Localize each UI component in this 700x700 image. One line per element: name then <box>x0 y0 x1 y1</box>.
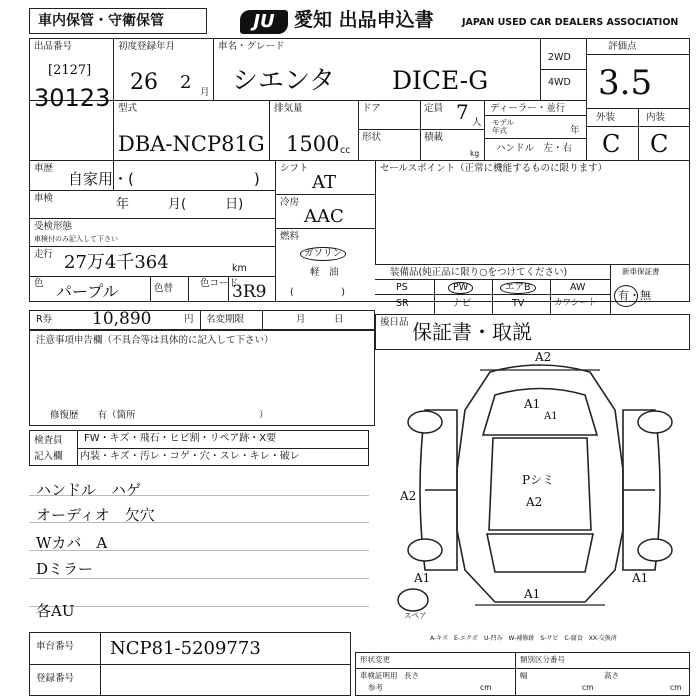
category-label: 類別区分番号 <box>520 655 565 664</box>
doors-label: ドア <box>362 103 381 114</box>
exterior-value: C <box>602 130 621 158</box>
ac-value: AAC <box>304 206 344 227</box>
exterior-label: 外装 <box>596 112 616 123</box>
inspector-entry-label: 記入欄 <box>34 451 63 462</box>
damage-mark-hood: A1 <box>524 397 541 411</box>
wheel-rear-left-icon <box>408 539 442 561</box>
damage-mark-rear-left: A1 <box>414 571 431 585</box>
shaken-label: 車検 <box>34 193 54 204</box>
color-change-label: 色替 <box>154 283 174 294</box>
inspector-row-interior: 内装・キズ・汚レ・コゲ・穴・スレ・キレ・破レ <box>80 451 300 462</box>
lot-sub: [2127] <box>48 63 92 78</box>
model-name-label: 車名・グレード <box>218 41 285 52</box>
note-line-5: 各AU <box>36 602 75 620</box>
note-line-2: オーディオ 欠穴 <box>36 506 155 524</box>
first-reg-month-suffix: 月 <box>200 87 210 98</box>
model-year-label: モデル 年式 <box>492 118 515 135</box>
equip-aw: AW <box>570 282 586 293</box>
ju-logo: JU <box>240 10 288 34</box>
dealer-label: ディーラー・並行 <box>490 103 566 114</box>
fuel-diesel: 軽 油 <box>310 267 339 278</box>
new-warranty-value: 有・無 <box>618 289 651 302</box>
repair-history: 修復歴 有（箇所 ） <box>50 410 269 421</box>
wheel-front-left-icon <box>408 411 442 433</box>
form-title: 愛知 出品申込書 <box>294 9 434 31</box>
equip-sr: SR <box>396 298 409 309</box>
type-label: 型式 <box>118 103 138 114</box>
registration-label: 登録番号 <box>36 673 75 684</box>
name-change-label: 名変期限 <box>206 314 245 325</box>
color-label: 色 <box>34 278 44 289</box>
damage-mark-rear-right: A1 <box>632 571 649 585</box>
first-reg-label: 初度登録年月 <box>118 41 176 52</box>
color-code: 3R9 <box>232 282 267 302</box>
storage-tags: 車内保管・守衛保管 <box>38 13 164 29</box>
damage-legend: A-キズ E-エクボ U-凹み W-補修跡 S-サビ C-腐食 XX-交換済 <box>430 635 617 642</box>
equip-pw: PW <box>448 282 473 294</box>
ac-label: 冷房 <box>280 197 300 208</box>
interior-value: C <box>650 130 669 158</box>
shift-label: シフト <box>280 163 309 174</box>
shaken-value: 年 月( 日) <box>116 197 244 212</box>
note-line-1: ハンドル ハゲ <box>36 481 142 499</box>
damage-mark-roof-2: A2 <box>526 495 543 509</box>
equip-navi: ナビ <box>452 298 472 309</box>
damage-mark-rear-bumper: A1 <box>524 587 541 601</box>
chassis-value: NCP81-5209773 <box>110 638 261 659</box>
shape-label: 形状 <box>362 132 382 143</box>
equip-ps: PS <box>396 282 408 293</box>
rear-window <box>487 534 593 572</box>
storage-tags-box <box>29 8 207 34</box>
sales-point-label: セールスポイント（正常に機能するものに限ります） <box>380 163 608 174</box>
recycle-label: R券 <box>36 314 53 325</box>
inspection-label: 受検形態 <box>34 221 73 232</box>
new-warranty-label: 新車保証書 <box>622 267 660 276</box>
model-name: シエンタ <box>232 66 335 96</box>
inspection-note: 車検付のみ記入して下さい <box>34 235 118 243</box>
equipment-label: 装備品(純正品に限り○をつけてください) <box>390 267 568 278</box>
front-windshield <box>483 389 597 436</box>
association-name: JAPAN USED CAR DEALERS ASSOCIATION <box>462 17 679 28</box>
grade-label: 評価点 <box>608 41 637 52</box>
model-year-suffix: 年 <box>570 125 580 136</box>
mileage-label: 走行 <box>34 249 54 260</box>
mileage-unit: km <box>232 263 247 274</box>
damage-mark-left-side: A2 <box>400 489 417 503</box>
wheel-rear-right-icon <box>638 539 672 561</box>
warranty-circle-mark <box>614 285 638 307</box>
interior-label: 内装 <box>646 112 666 123</box>
damage-mark-hood-2: A1 <box>544 411 558 422</box>
history-label: 車歴 <box>34 163 54 174</box>
history-value: 自家用・( ) <box>68 170 260 188</box>
length-unit: cm <box>480 683 492 692</box>
lot-label: 出品番号 <box>34 41 73 52</box>
displacement-value: 1500 <box>286 132 340 156</box>
lot-number: 30123 <box>34 84 111 112</box>
inspector-row-exterior: FW・キズ・飛石・ヒビ割・リペア跡・X要 <box>84 433 277 444</box>
drive-2wd: 2WD <box>548 52 571 63</box>
spare-tire-icon <box>398 589 428 611</box>
width-label: 幅 <box>520 671 528 680</box>
model-grade: DICE-G <box>392 66 489 95</box>
capacity-unit: 人 <box>472 117 482 128</box>
load-label: 積載 <box>424 132 444 143</box>
color-value: パープル <box>56 282 119 301</box>
first-reg-year: 26 <box>130 70 158 95</box>
cert-label: 車検証明用 <box>360 671 398 680</box>
height-label: 高さ <box>604 671 619 680</box>
name-change-value: 月 日 <box>296 314 344 325</box>
chassis-label: 車台番号 <box>36 641 75 652</box>
later-docs-label: 後日品 <box>380 317 409 328</box>
damage-mark-front-bumper: A2 <box>535 350 552 364</box>
notes-label: 注意事項申告欄（不具合等は具体的に記入して下さい） <box>36 335 274 346</box>
height-unit: cm <box>670 683 682 692</box>
shape-change-label: 形状変更 <box>360 655 390 664</box>
recycle-value: 10,890 <box>92 309 152 329</box>
grade-value: 3.5 <box>598 63 653 103</box>
note-line-3: Wカバ A <box>36 534 108 552</box>
capacity-label: 定員 <box>424 103 444 114</box>
note-line-4: Dミラー <box>36 560 94 578</box>
type-value: DBA-NCP81G <box>118 132 265 156</box>
displacement-label: 排気量 <box>274 103 303 114</box>
shift-value: AT <box>312 172 337 193</box>
load-unit: kg <box>470 149 480 158</box>
damage-mark-roof: Pシミ <box>522 473 555 487</box>
first-reg-month: 2 <box>180 72 192 93</box>
width-unit: cm <box>582 683 594 692</box>
color-code-label: 色コード <box>200 278 239 289</box>
length-label: 長さ <box>404 671 419 680</box>
equip-airbag: エアB <box>500 282 536 294</box>
displacement-unit: cc <box>340 145 351 156</box>
capacity-value: 7 <box>456 100 469 124</box>
equip-leather-seat: カワシート <box>554 298 597 308</box>
handle-label: ハンドル 左・右 <box>496 143 573 154</box>
later-docs-value: 保証書・取説 <box>412 320 532 344</box>
fuel-label: 燃料 <box>280 231 300 242</box>
ref-label: 参考 <box>368 683 383 692</box>
equip-tv: TV <box>512 298 525 309</box>
wheel-front-right-icon <box>638 411 672 433</box>
spare-label: スペア <box>404 611 427 620</box>
inspector-label: 検査員 <box>34 435 63 446</box>
mileage-value: 27万4千364 <box>64 252 169 273</box>
fuel-paren: ( ) <box>290 287 345 298</box>
recycle-unit: 円 <box>184 314 194 325</box>
fuel-gas: ガソリン <box>300 247 346 261</box>
drive-4wd: 4WD <box>548 77 571 88</box>
